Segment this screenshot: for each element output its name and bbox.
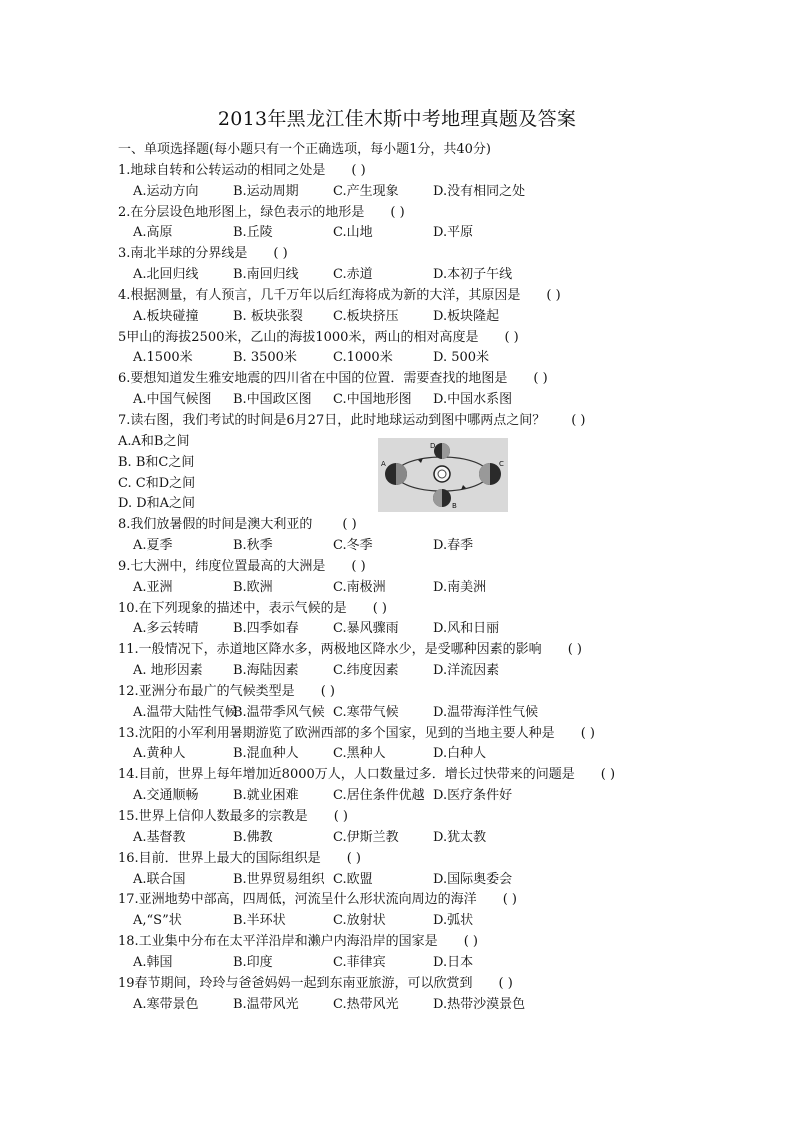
option-line: D. D和A之间 (118, 496, 196, 512)
option: A.亚洲 (133, 579, 173, 595)
option: B.运动周期 (233, 183, 299, 199)
option: C.暴风骤雨 (333, 621, 399, 637)
answer-blank: ( ) (351, 162, 366, 178)
option: A.运动方向 (133, 183, 199, 199)
page-title: 2013年黑龙江佳木斯中考地理真题及答案 (217, 108, 577, 130)
options-row (118, 619, 678, 640)
question-text: 15.世界上信仰人数最多的宗教是 (118, 809, 308, 824)
answer-blank: ( ) (463, 934, 478, 950)
option: C.板块挤压 (333, 308, 399, 324)
options-row (118, 578, 678, 599)
option: C.热带风光 (333, 996, 399, 1012)
option-line: B. B和C之间 (118, 454, 195, 470)
question-7 (118, 411, 678, 432)
option: A,“S”状 (133, 913, 182, 929)
option: C.黑种人 (333, 746, 386, 762)
question-13 (118, 724, 678, 745)
earth-icon-left (385, 463, 407, 485)
option: B.四季如春 (233, 621, 299, 637)
option: D.没有相同之处 (433, 183, 526, 199)
question-text: 19春节期间，玲玲与爸爸妈妈一起到东南亚旅游，可以欣赏到 (118, 975, 473, 991)
option: B.南回归线 (233, 267, 299, 283)
option: D.热带沙漠景色 (433, 996, 526, 1012)
options-row (118, 703, 678, 724)
answer-blank: ( ) (346, 850, 361, 866)
options-row (118, 661, 678, 682)
earth-icon-right (479, 463, 501, 485)
option: B.佛教 (233, 829, 273, 845)
option: D.日本 (433, 954, 474, 970)
option: A.基督教 (133, 829, 186, 845)
option: A.北回归线 (133, 267, 199, 283)
answer-blank: ( ) (333, 809, 348, 824)
answer-blank: ( ) (498, 975, 513, 991)
question-2 (118, 203, 678, 224)
option: C.冬季 (333, 538, 373, 554)
option: C.产生现象 (333, 183, 399, 199)
answer-blank: ( ) (567, 642, 582, 658)
options-row (118, 223, 678, 244)
option: D.春季 (433, 538, 474, 554)
question-text: 16.目前．世界上最大的国际组织是 (118, 850, 321, 866)
option: B.温带季风气候 (233, 704, 325, 720)
option: B.温带风光 (233, 996, 299, 1012)
answer-blank: ( ) (320, 683, 335, 699)
question-3 (118, 244, 678, 265)
option: C.纬度因素 (333, 663, 399, 679)
option: A.中国气候图 (133, 392, 212, 408)
answer-blank: ( ) (504, 329, 519, 345)
question-list (118, 161, 678, 1016)
question-5 (118, 328, 678, 349)
option: D.洋流因素 (433, 663, 500, 679)
question-text: 2.在分层设色地形图上，绿色表示的地形是 (118, 204, 365, 220)
question-text: 10.在下列现象的描述中，表示气候的是 (118, 600, 347, 616)
option: A.联合国 (133, 871, 186, 887)
question-text: 18.工业集中分布在太平洋沿岸和濑户内海沿岸的国家是 (118, 934, 438, 950)
answer-blank: ( ) (546, 287, 561, 303)
answer-blank: ( ) (351, 558, 366, 574)
question-text: 3.南北半球的分界线是 (118, 246, 248, 262)
options-row (118, 828, 678, 849)
earth-icon-top (434, 443, 450, 459)
option: D.中国水系图 (433, 392, 513, 408)
option: B.海陆因素 (233, 663, 299, 679)
option-line: C. C和D之间 (118, 475, 196, 491)
option: D.本初子午线 (433, 267, 513, 283)
option: A.夏季 (133, 538, 173, 554)
section-heading: 一、单项选择题(每小题只有一个正确选项，每小题1分，共40分) (118, 142, 491, 157)
answer-blank: ( ) (390, 204, 405, 220)
option: B.中国政区图 (233, 392, 312, 408)
diagram-label-b: B (452, 502, 457, 510)
options-row (118, 536, 678, 557)
option: D.犹太教 (433, 829, 487, 845)
question-text: 13.沈阳的小军利用暑期游览了欧洲西部的多个国家，见到的当地主要人种是 (118, 725, 555, 741)
option: A.1500米 (133, 350, 193, 366)
option: C.山地 (333, 225, 373, 241)
options-row (118, 953, 678, 974)
option: D.国际奥委会 (433, 871, 513, 887)
options-row (118, 911, 678, 932)
options-row (118, 744, 678, 765)
option: B.丘陵 (233, 225, 273, 241)
diagram-label-a: A (381, 460, 386, 468)
option: A.寒带景色 (133, 996, 199, 1012)
exam-content (118, 140, 678, 1015)
question-text: 4.根据测量，有人预言，几千万年以后红海将成为新的大洋，其原因是 (118, 287, 521, 303)
option: D. 500米 (433, 350, 490, 366)
option: C.南极洲 (333, 579, 386, 595)
question-text: 7.读右图，我们考试的时间是6月27日，此时地球运动到图中哪两点之间？ (118, 412, 546, 428)
options-row (118, 182, 678, 203)
question-text: 5甲山的海拔2500米，乙山的海拔1000米，两山的相对高度是 (118, 329, 479, 345)
question-text: 9.七大洲中，纬度位置最高的大洲是 (118, 558, 326, 574)
question-18 (118, 932, 678, 953)
answer-blank: ( ) (533, 371, 548, 387)
option: B.半环状 (233, 913, 286, 929)
option: D.南美洲 (433, 579, 487, 595)
diagram-label-d: D (430, 442, 436, 450)
option: B.世界贸易组织 (233, 871, 325, 887)
answer-blank: ( ) (372, 600, 387, 616)
option: B.秋季 (233, 538, 273, 554)
answer-blank: ( ) (273, 246, 288, 262)
option: A. 地形因素 (133, 663, 203, 679)
option: A.韩国 (133, 954, 173, 970)
question-text: 12.亚洲分布最广的气候类型是 (118, 683, 295, 699)
question-1 (118, 161, 678, 182)
answer-blank: ( ) (600, 767, 616, 783)
options-row (118, 870, 678, 891)
option: B. 板块张裂 (233, 308, 303, 324)
question-16 (118, 849, 678, 870)
question-6 (118, 369, 678, 390)
question-text: 11.一般情况下，赤道地区降水多，两极地区降水少，是受哪种因素的影响 (118, 642, 542, 658)
option: D.风和日丽 (433, 621, 500, 637)
answer-blank: ( ) (502, 892, 517, 908)
option: A.板块碰撞 (133, 308, 199, 324)
question-15 (118, 807, 678, 828)
option: A.黄种人 (133, 746, 186, 762)
earth-orbit-diagram (378, 438, 508, 512)
option: C.赤道 (333, 267, 373, 283)
options-row (118, 348, 678, 369)
option: D.医疗条件好 (433, 788, 513, 804)
question-10 (118, 599, 678, 620)
options-row (118, 265, 678, 286)
earth-icon-bottom (433, 489, 451, 507)
question-8 (118, 515, 678, 536)
question-11 (118, 640, 678, 661)
option: A.温带大陆性气候 (133, 704, 238, 720)
option-line: A.A和B之间 (118, 433, 190, 449)
option: B.混血种人 (233, 746, 299, 762)
question-9 (118, 557, 678, 578)
question-text: 8.我们放暑假的时间是澳大利亚的 (118, 517, 313, 533)
answer-blank: ( ) (571, 412, 586, 428)
question-text: 6.要想知道发生雅安地震的四川省在中国的位置．需要查找的地图是 (118, 371, 508, 387)
options-row (118, 307, 678, 328)
option: A.高原 (133, 225, 173, 241)
option: B.就业困难 (233, 788, 299, 804)
option: A.多云转晴 (133, 621, 199, 637)
option: D.弧状 (433, 913, 474, 929)
option: C.放射状 (333, 913, 386, 929)
question-17 (118, 890, 678, 911)
option: C.中国地形图 (333, 392, 412, 408)
question-14 (118, 765, 678, 786)
option: B.印度 (233, 954, 273, 970)
question-19 (118, 974, 678, 995)
options-row (118, 390, 678, 411)
option: D.白种人 (433, 746, 487, 762)
option: C.1000米 (333, 350, 393, 366)
answer-blank: ( ) (580, 725, 595, 741)
question-12 (118, 682, 678, 703)
question-text: 14.目前，世界上每年增加近8000万人，人口数量过多．增长过快带来的问题是 (118, 767, 575, 783)
option: C.寒带气候 (333, 704, 399, 720)
options-row (118, 995, 678, 1016)
option: D.平原 (433, 225, 474, 241)
options-row (118, 786, 678, 807)
question-text: 17.亚洲地势中部高，四周低，河流呈什么形状流向周边的海洋 (118, 892, 477, 908)
option: C.菲律宾 (333, 954, 386, 970)
diagram-label-c: C (499, 460, 504, 468)
question-text: 1.地球自转和公转运动的相同之处是 (118, 162, 326, 178)
option: C.伊斯兰教 (333, 829, 399, 845)
question-4 (118, 286, 678, 307)
option: D.板块隆起 (433, 308, 500, 324)
option: C.居住条件优越 (333, 788, 425, 804)
option: B. 3500米 (233, 350, 297, 366)
answer-blank: ( ) (342, 517, 357, 533)
option: C.欧盟 (333, 871, 373, 887)
option: A.交通顺畅 (133, 788, 199, 804)
option: D.温带海洋性气候 (433, 704, 539, 720)
option: B.欧洲 (233, 579, 273, 595)
